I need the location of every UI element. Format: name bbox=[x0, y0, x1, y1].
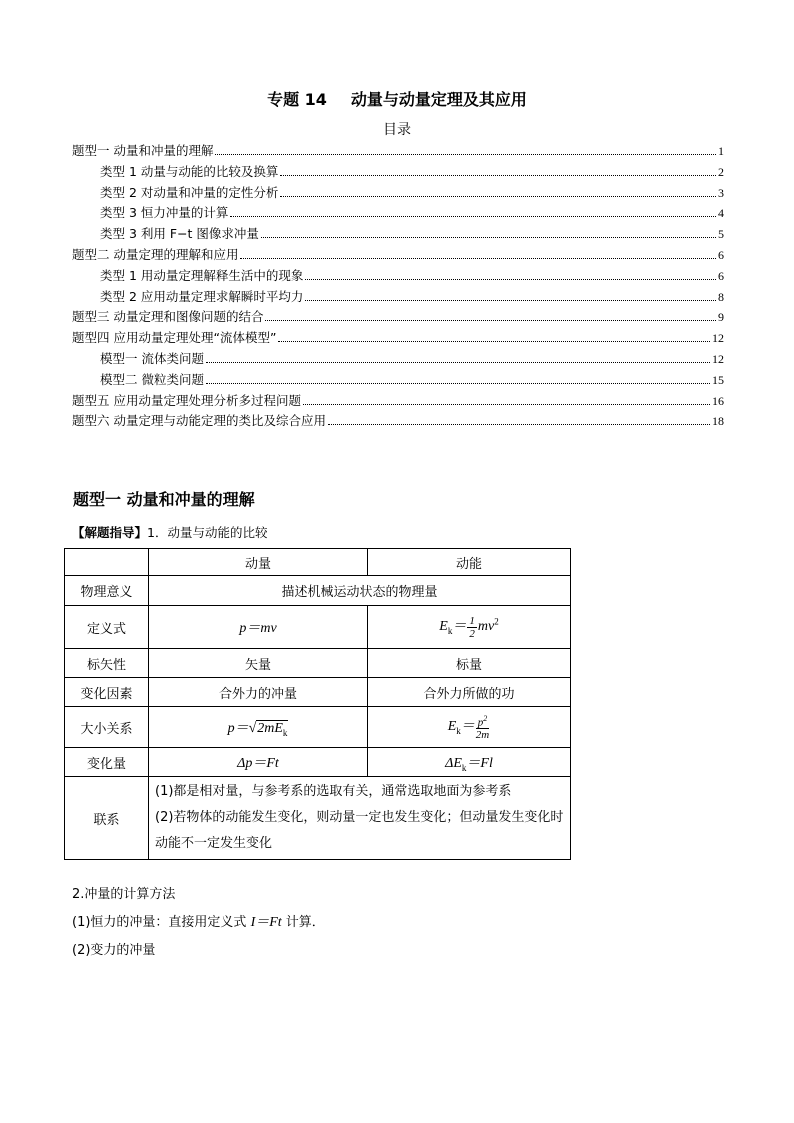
table-row bbox=[65, 678, 571, 707]
header-empty-cell bbox=[65, 549, 149, 576]
row-label: 标矢性 bbox=[65, 649, 149, 678]
toc-entry-label: 类型 2 对动量和冲量的定性分析 bbox=[100, 184, 279, 200]
toc-leader-dots bbox=[280, 174, 716, 176]
page-title bbox=[0, 87, 794, 110]
kinetic-energy-change: $\Delta E_k=Fl$ bbox=[368, 748, 571, 777]
toc-entry[interactable] bbox=[72, 224, 724, 245]
momentum-change: Δp＝Ft bbox=[149, 748, 368, 777]
row-label: 大小关系 bbox=[65, 707, 149, 748]
guide-tag: 【解题指导】 bbox=[72, 525, 148, 540]
guide-line bbox=[72, 523, 267, 541]
toc-entry-label: 题型五 应用动量定理处理分析多过程问题 bbox=[72, 392, 301, 408]
row-label: 变化量 bbox=[65, 748, 149, 777]
table-header-row bbox=[65, 549, 571, 576]
toc-leader-dots bbox=[265, 319, 716, 321]
table-row bbox=[65, 777, 571, 860]
toc-entry-label: 题型六 动量定理与动能定理的类比及综合应用 bbox=[72, 413, 326, 429]
toc-entry-label: 类型 3 恒力冲量的计算 bbox=[100, 205, 229, 221]
variable-force-impulse: (2)变力的冲量 bbox=[72, 943, 156, 958]
title-text: 动量与动量定理及其应用 bbox=[350, 90, 527, 109]
toc-entry-page: 3 bbox=[718, 185, 724, 200]
row-value: 描述机械运动状态的物理量 bbox=[149, 576, 571, 606]
table-of-contents bbox=[72, 141, 724, 432]
link-line-1: (1)都是相对量，与参考系的选取有关，通常选取地面为参考系 bbox=[155, 784, 512, 799]
impulse-method-heading: 2.冲量的计算方法 bbox=[72, 887, 176, 902]
table-row bbox=[65, 649, 571, 678]
table-row bbox=[65, 576, 571, 606]
toc-entry[interactable] bbox=[72, 162, 724, 183]
toc-entry[interactable] bbox=[72, 411, 724, 432]
toc-entry-page: 5 bbox=[718, 227, 724, 242]
row-value: 合外力的冲量 bbox=[149, 678, 368, 707]
toc-entry-label: 题型三 动量定理和图像问题的结合 bbox=[72, 309, 264, 325]
title-number: 专题 14 bbox=[267, 90, 327, 109]
toc-leader-dots bbox=[206, 382, 710, 384]
toc-entry-label: 题型四 应用动量定理处理“流体模型” bbox=[72, 330, 277, 346]
comparison-table bbox=[64, 548, 571, 860]
toc-leader-dots bbox=[261, 236, 716, 238]
row-value: 标量 bbox=[368, 649, 571, 678]
kinetic-energy-formula: $E_k=$ $\frac{1}{2}$ $mv^2$ bbox=[368, 606, 571, 649]
toc-entry-page: 8 bbox=[718, 289, 724, 304]
toc-entry-label: 模型一 流体类问题 bbox=[100, 350, 204, 366]
toc-entry[interactable] bbox=[72, 203, 724, 224]
toc-leader-dots bbox=[305, 299, 716, 301]
toc-entry-label: 题型一 动量和冲量的理解 bbox=[72, 143, 214, 158]
toc-entry-label: 模型二 微粒类问题 bbox=[100, 371, 204, 387]
toc-entry[interactable] bbox=[72, 328, 724, 349]
toc-entry-label: 类型 1 用动量定理解释生活中的现象 bbox=[100, 267, 304, 283]
toc-leader-dots bbox=[215, 153, 716, 155]
toc-leader-dots bbox=[303, 403, 710, 405]
table-row bbox=[65, 707, 571, 748]
toc-leader-dots bbox=[280, 195, 716, 197]
toc-entry-page: 6 bbox=[718, 247, 724, 262]
toc-entry-page: 1 bbox=[718, 144, 724, 158]
section-heading: 题型一 动量和冲量的理解 bbox=[73, 490, 255, 509]
toc-leader-dots bbox=[230, 215, 716, 217]
momentum-relation: $p=√2mE_k$ bbox=[149, 707, 368, 748]
toc-entry-label: 类型 2 应用动量定理求解瞬时平均力 bbox=[100, 288, 304, 304]
toc-leader-dots bbox=[206, 361, 710, 363]
constant-force-impulse: (1)恒力的冲量：直接用定义式 I＝Ft 计算． bbox=[72, 915, 325, 930]
guide-text: 1．动量与动能的比较 bbox=[147, 525, 268, 540]
toc-entry[interactable] bbox=[72, 287, 724, 308]
table-row bbox=[65, 606, 571, 649]
toc-entry-page: 15 bbox=[712, 372, 724, 387]
link-line-2: (2)若物体的动能发生变化，则动量一定也发生变化；但动量发生变化时动能不一定发生变化 bbox=[155, 810, 564, 851]
toc-entry-page: 6 bbox=[718, 268, 724, 283]
toc-entry[interactable] bbox=[72, 349, 724, 370]
toc-entry[interactable] bbox=[72, 370, 724, 391]
toc-entry-page: 16 bbox=[712, 393, 724, 408]
toc-entry-page: 4 bbox=[718, 206, 724, 221]
toc-leader-dots bbox=[278, 340, 710, 342]
toc-entry[interactable] bbox=[72, 183, 724, 204]
link-text bbox=[149, 777, 571, 860]
toc-leader-dots bbox=[328, 423, 710, 425]
row-label: 变化因素 bbox=[65, 678, 149, 707]
toc-heading: 目录 bbox=[383, 122, 411, 138]
toc-entry-label: 类型 1 动量与动能的比较及换算 bbox=[100, 163, 279, 179]
toc-entry-page: 2 bbox=[718, 164, 724, 179]
toc-leader-dots bbox=[305, 278, 716, 280]
toc-entry[interactable] bbox=[72, 245, 724, 266]
toc-entry[interactable] bbox=[72, 141, 724, 162]
row-label: 联系 bbox=[65, 777, 149, 860]
header-kinetic-energy: 动能 bbox=[368, 549, 571, 576]
toc-entry-page: 12 bbox=[712, 351, 724, 366]
toc-leader-dots bbox=[240, 257, 716, 259]
table-row bbox=[65, 748, 571, 777]
toc-entry[interactable] bbox=[72, 307, 724, 328]
toc-entry-label: 类型 3 利用 F−t 图像求冲量 bbox=[100, 226, 259, 242]
toc-entry-page: 18 bbox=[712, 414, 724, 429]
toc-entry-page: 9 bbox=[718, 310, 724, 325]
kinetic-energy-relation: $E_k=$ $\frac{p^2}{2m}$ bbox=[368, 707, 571, 748]
toc-entry-label: 题型二 动量定理的理解和应用 bbox=[72, 246, 239, 262]
row-label: 物理意义 bbox=[65, 576, 149, 606]
row-value: 矢量 bbox=[149, 649, 368, 678]
toc-entry-page: 12 bbox=[712, 331, 724, 346]
row-label: 定义式 bbox=[65, 606, 149, 649]
header-momentum: 动量 bbox=[149, 549, 368, 576]
toc-entry[interactable] bbox=[72, 266, 724, 287]
toc-entry[interactable] bbox=[72, 391, 724, 412]
momentum-formula: p＝mv bbox=[149, 606, 368, 649]
row-value: 合外力所做的功 bbox=[368, 678, 571, 707]
